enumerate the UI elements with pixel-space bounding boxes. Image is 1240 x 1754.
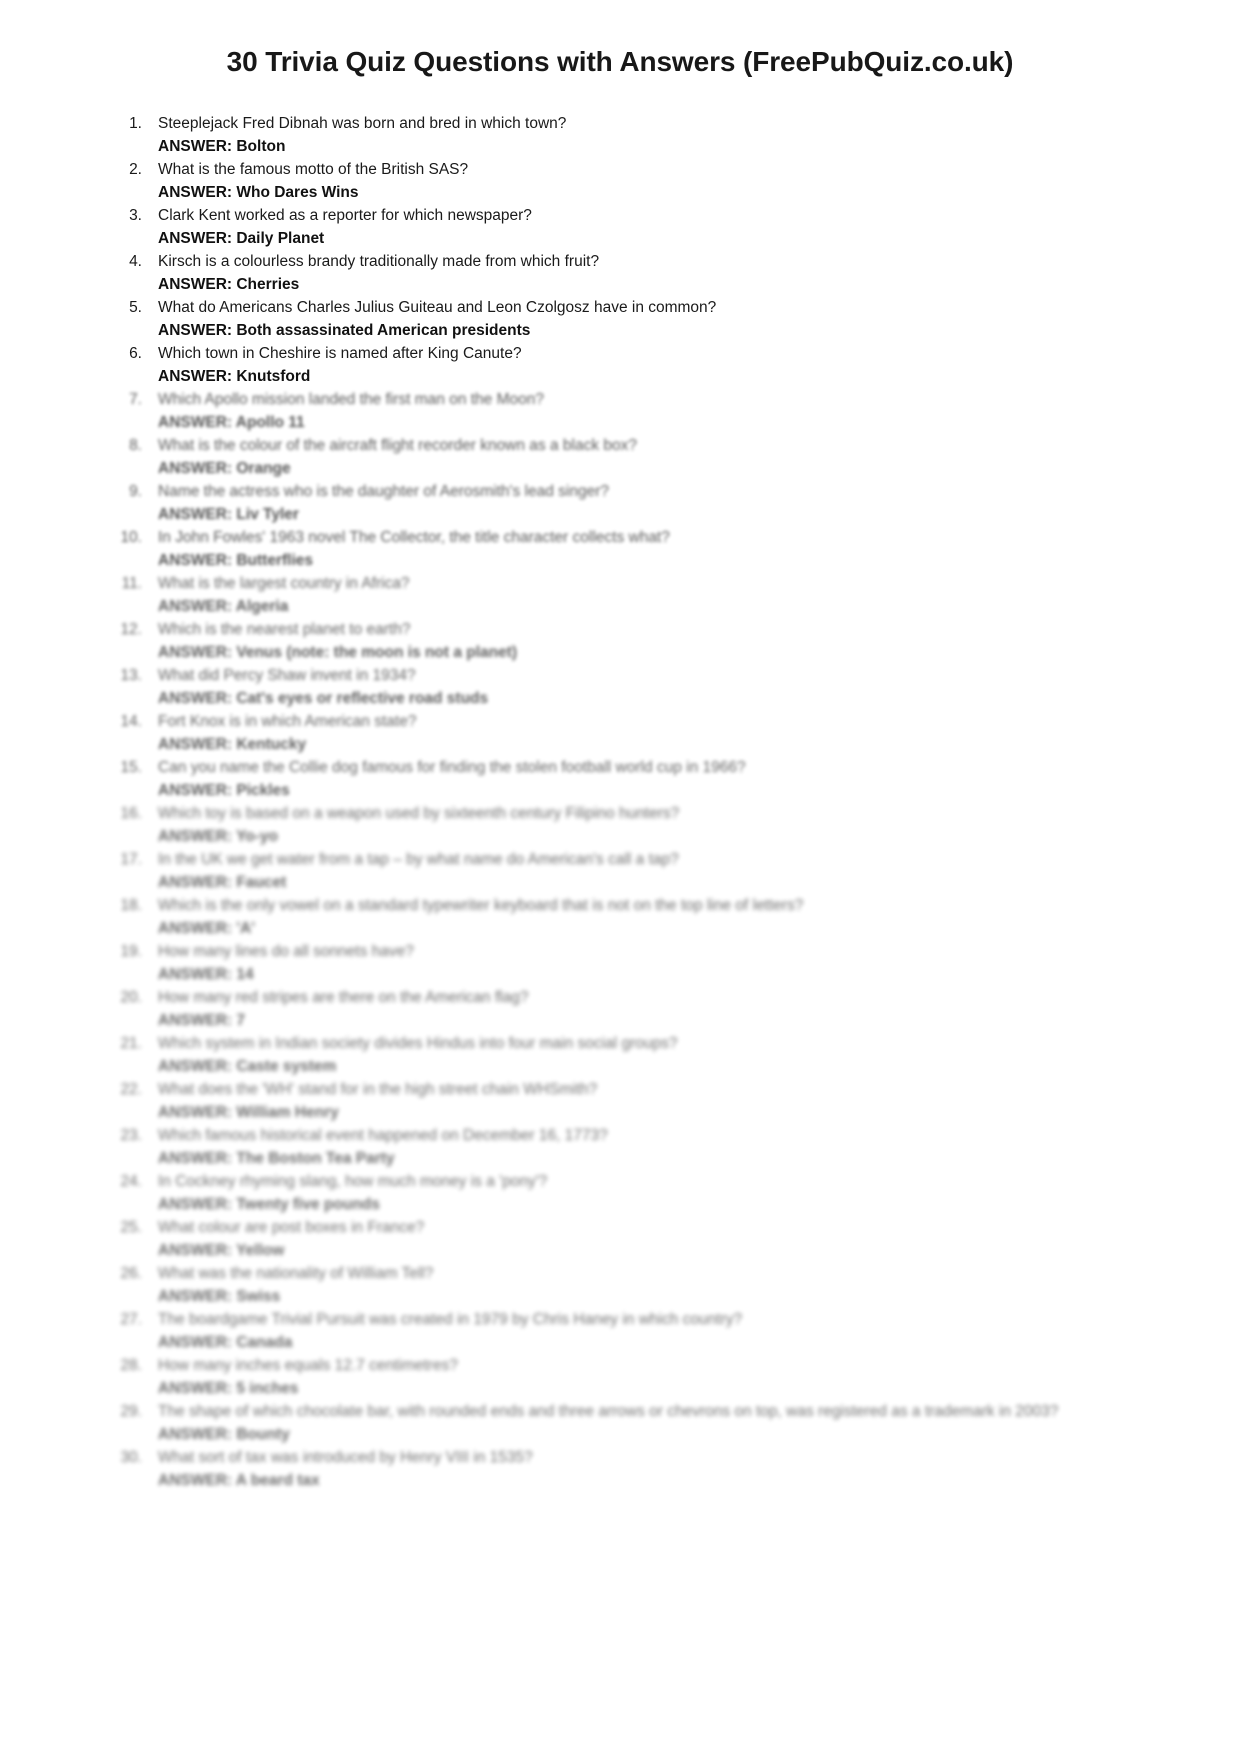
list-item xyxy=(108,940,1160,986)
question-text: Kirsch is a colourless brandy traditionally made from which fruit? xyxy=(158,253,600,270)
list-item xyxy=(108,1124,1160,1170)
question-text: How many red stripes are there on the American flag? xyxy=(158,989,529,1006)
answer-text: ANSWER: Canada xyxy=(158,1334,293,1351)
question-text: How many inches equals 12.7 centimetres? xyxy=(158,1357,458,1374)
list-item xyxy=(108,756,1160,802)
item-number: 10. xyxy=(120,529,142,546)
answer-text: ANSWER: Kentucky xyxy=(158,736,307,753)
answer-text: ANSWER: 'A' xyxy=(158,920,255,937)
answer-text: ANSWER: Cherries xyxy=(158,276,300,293)
question-text: What do Americans Charles Julius Guiteau and Leon Czolgosz have in common? xyxy=(158,299,717,316)
answer-text: ANSWER: The Boston Tea Party xyxy=(158,1150,395,1167)
list-item xyxy=(108,710,1160,756)
list-item xyxy=(108,1078,1160,1124)
question-text: Which is the only vowel on a standard typewriter keyboard that is not on the top line of letters? xyxy=(158,897,804,914)
answer-text: ANSWER: Apollo 11 xyxy=(158,414,305,431)
list-item xyxy=(108,848,1160,894)
item-number: 30. xyxy=(120,1449,142,1466)
item-number: 5. xyxy=(129,299,142,316)
question-text: Which system in Indian society divides Hindus into four main social groups? xyxy=(158,1035,678,1052)
quiz-question-list xyxy=(80,112,1160,1492)
item-number: 17. xyxy=(120,851,142,868)
answer-text: ANSWER: Bolton xyxy=(158,138,286,155)
item-number: 19. xyxy=(120,943,142,960)
question-text: In Cockney rhyming slang, how much money is a 'pony'? xyxy=(158,1173,548,1190)
item-number: 12. xyxy=(120,621,142,638)
question-text: Which toy is based on a weapon used by sixteenth century Filipino hunters? xyxy=(158,805,680,822)
list-item xyxy=(108,480,1160,526)
list-item xyxy=(108,342,1160,388)
item-number: 8. xyxy=(129,437,142,454)
question-text: Which town in Cheshire is named after King Canute? xyxy=(158,345,522,362)
answer-text: ANSWER: Butterflies xyxy=(158,552,314,569)
question-text: In John Fowles' 1963 novel The Collector, the title character collects what? xyxy=(158,529,670,546)
item-number: 7. xyxy=(129,391,142,408)
item-number: 3. xyxy=(129,207,142,224)
list-item xyxy=(108,388,1160,434)
answer-text: ANSWER: Knutsford xyxy=(158,368,311,385)
list-item xyxy=(108,1170,1160,1216)
item-number: 21. xyxy=(120,1035,142,1052)
list-item xyxy=(108,526,1160,572)
item-number: 27. xyxy=(120,1311,142,1328)
item-number: 25. xyxy=(120,1219,142,1236)
list-item xyxy=(108,1446,1160,1492)
item-number: 18. xyxy=(120,897,142,914)
item-number: 20. xyxy=(120,989,142,1006)
item-number: 13. xyxy=(120,667,142,684)
answer-text: ANSWER: Swiss xyxy=(158,1288,281,1305)
question-text: Which is the nearest planet to earth? xyxy=(158,621,411,638)
item-number: 26. xyxy=(120,1265,142,1282)
question-text: What colour are post boxes in France? xyxy=(158,1219,425,1236)
question-text: Which famous historical event happened on December 16, 1773? xyxy=(158,1127,608,1144)
list-item xyxy=(108,618,1160,664)
question-text: What did Percy Shaw invent in 1934? xyxy=(158,667,416,684)
answer-text: ANSWER: Daily Planet xyxy=(158,230,325,247)
list-item xyxy=(108,1216,1160,1262)
answer-text: ANSWER: Twenty five pounds xyxy=(158,1196,380,1213)
question-text: Clark Kent worked as a reporter for which newspaper? xyxy=(158,207,532,224)
question-text: Name the actress who is the daughter of Aerosmith's lead singer? xyxy=(158,483,609,500)
list-item xyxy=(108,434,1160,480)
answer-text: ANSWER: 7 xyxy=(158,1012,245,1029)
question-text: Fort Knox is in which American state? xyxy=(158,713,417,730)
answer-text: ANSWER: Algeria xyxy=(158,598,289,615)
answer-text: ANSWER: 14 xyxy=(158,966,254,983)
page-title: 30 Trivia Quiz Questions with Answers (FreePubQuiz.co.uk) xyxy=(226,46,1014,77)
answer-text: ANSWER: Yo-yo xyxy=(158,828,278,845)
answer-text: ANSWER: William Henry xyxy=(158,1104,339,1121)
answer-text: ANSWER: Cat's eyes or reflective road studs xyxy=(158,690,489,707)
question-text: The boardgame Trivial Pursuit was created in 1979 by Chris Haney in which country? xyxy=(158,1311,743,1328)
answer-text: ANSWER: Both assassinated American presidents xyxy=(158,322,531,339)
answer-text: ANSWER: Who Dares Wins xyxy=(158,184,359,201)
answer-text: ANSWER: Faucet xyxy=(158,874,287,891)
list-item xyxy=(108,296,1160,342)
item-number: 9. xyxy=(129,483,142,500)
item-number: 22. xyxy=(120,1081,142,1098)
question-text: What is the famous motto of the British SAS? xyxy=(158,161,469,178)
question-text: How many lines do all sonnets have? xyxy=(158,943,414,960)
answer-text: ANSWER: Yellow xyxy=(158,1242,285,1259)
item-number: 4. xyxy=(129,253,142,270)
answer-text: ANSWER: 5 inches xyxy=(158,1380,299,1397)
item-number: 29. xyxy=(120,1403,142,1420)
question-text: The shape of which chocolate bar, with rounded ends and three arrows or chevrons on top, was registered as a trademark in 2003? xyxy=(158,1403,1059,1420)
item-number: 15. xyxy=(120,759,142,776)
item-number: 6. xyxy=(129,345,142,362)
answer-text: ANSWER: Venus (note: the moon is not a planet) xyxy=(158,644,518,661)
question-text: What sort of tax was introduced by Henry VIII in 1535? xyxy=(158,1449,533,1466)
list-item xyxy=(108,112,1160,158)
answer-text: ANSWER: Caste system xyxy=(158,1058,337,1075)
list-item xyxy=(108,802,1160,848)
list-item xyxy=(108,250,1160,296)
item-number: 1. xyxy=(129,115,142,132)
list-item xyxy=(108,894,1160,940)
list-item xyxy=(108,986,1160,1032)
list-item xyxy=(108,572,1160,618)
answer-text: ANSWER: Pickles xyxy=(158,782,290,799)
list-item xyxy=(108,158,1160,204)
item-number: 2. xyxy=(129,161,142,178)
answer-text: ANSWER: Bounty xyxy=(158,1426,290,1443)
item-number: 14. xyxy=(120,713,142,730)
answer-text: ANSWER: Orange xyxy=(158,460,291,477)
list-item xyxy=(108,664,1160,710)
question-text: What was the nationality of William Tell? xyxy=(158,1265,434,1282)
answer-text: ANSWER: Liv Tyler xyxy=(158,506,299,523)
question-text: In the UK we get water from a tap – by what name do American's call a tap? xyxy=(158,851,679,868)
list-item xyxy=(108,1400,1160,1446)
question-text: What is the colour of the aircraft flight recorder known as a black box? xyxy=(158,437,638,454)
question-text: What is the largest country in Africa? xyxy=(158,575,410,592)
list-item xyxy=(108,1262,1160,1308)
item-number: 28. xyxy=(120,1357,142,1374)
list-item xyxy=(108,204,1160,250)
question-text: Which Apollo mission landed the first man on the Moon? xyxy=(158,391,544,408)
item-number: 24. xyxy=(120,1173,142,1190)
list-item xyxy=(108,1308,1160,1354)
question-text: What does the 'WH' stand for in the high street chain WHSmith? xyxy=(158,1081,598,1098)
answer-text: ANSWER: A beard tax xyxy=(158,1472,320,1489)
question-text: Steeplejack Fred Dibnah was born and bred in which town? xyxy=(158,115,567,132)
question-text: Can you name the Collie dog famous for finding the stolen football world cup in 1966? xyxy=(158,759,746,776)
item-number: 23. xyxy=(120,1127,142,1144)
list-item xyxy=(108,1032,1160,1078)
item-number: 11. xyxy=(121,575,142,592)
item-number: 16. xyxy=(120,805,142,822)
list-item xyxy=(108,1354,1160,1400)
